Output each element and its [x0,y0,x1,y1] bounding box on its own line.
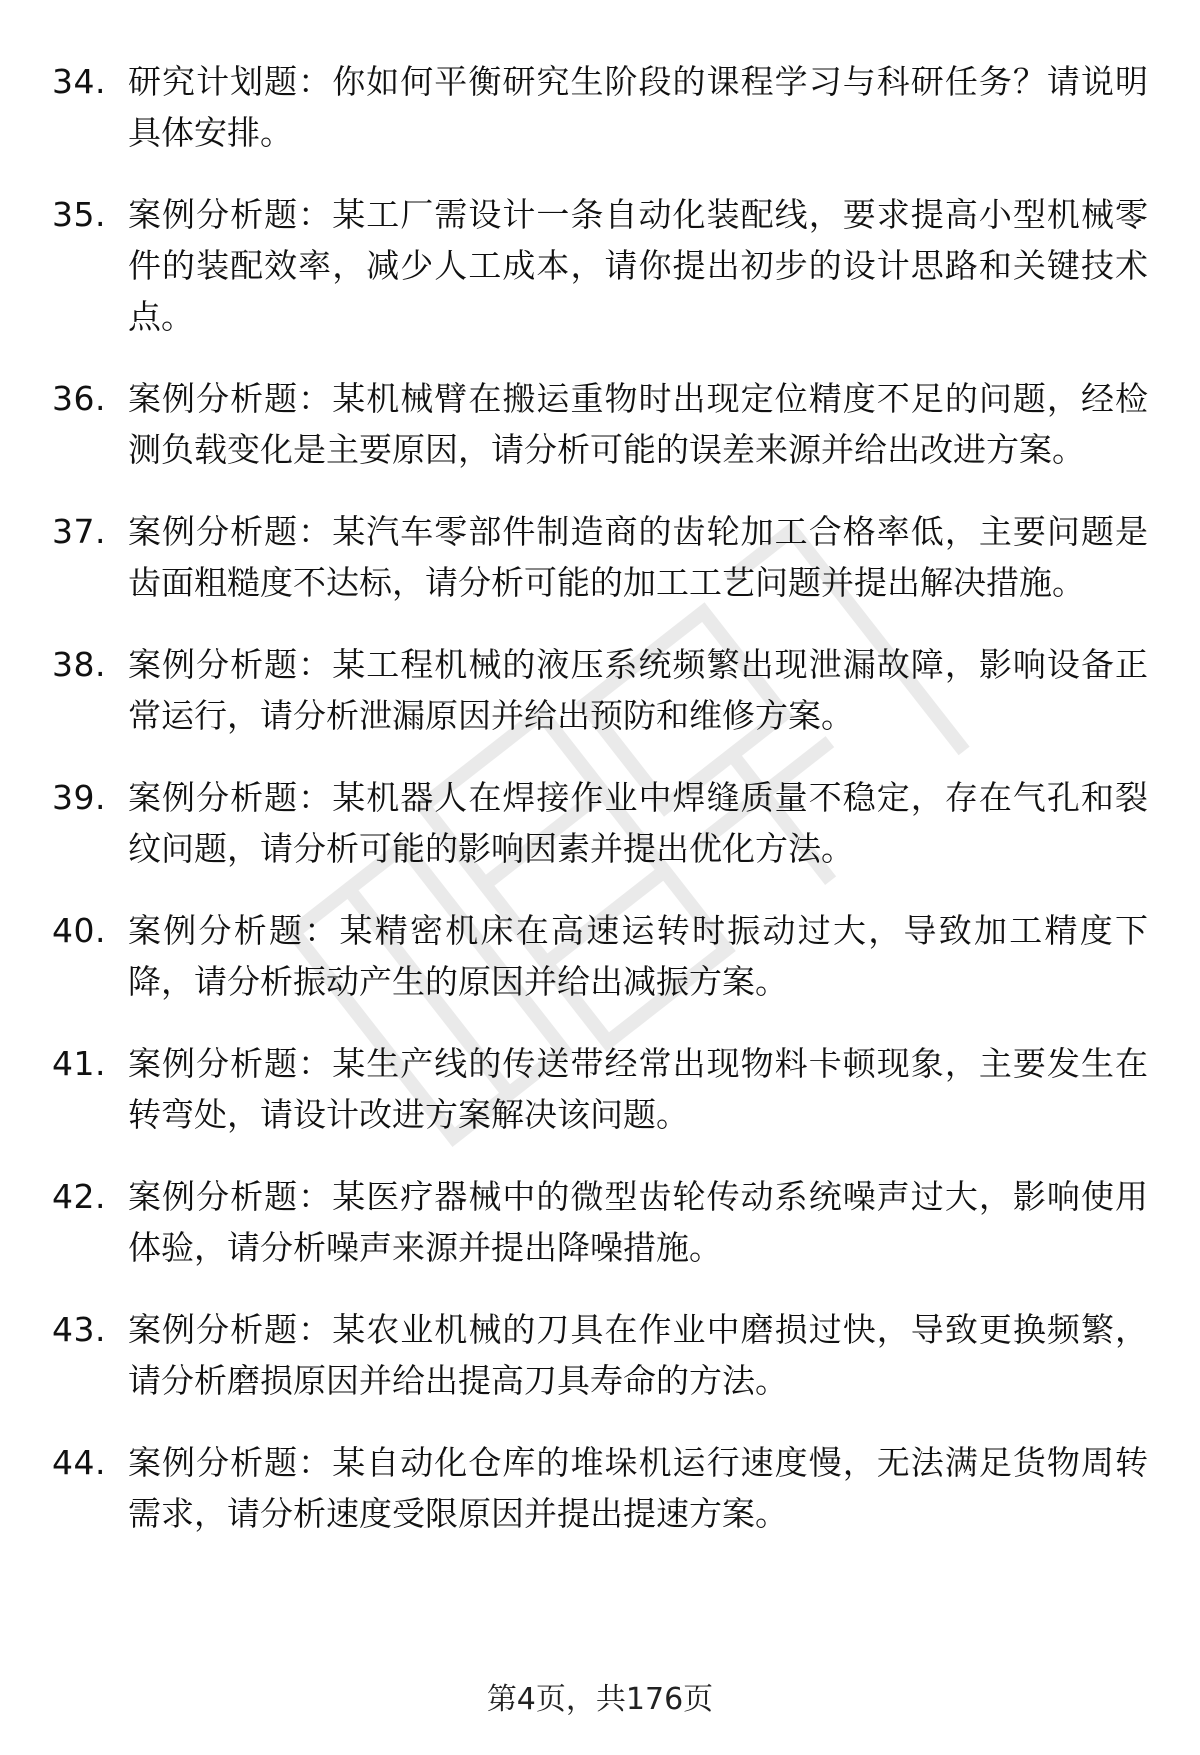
question-number: 36. [52,379,106,418]
question-item [52,189,1148,342]
question-text: 案例分析题：某机械臂在搬运重物时出现定位精度不足的问题，经检测负载变化是主要原因，请分析可能的误差来源并给出改进方案。 [128,379,1148,469]
question-number: 37. [52,512,106,551]
question-number: 38. [52,645,106,684]
question-item [52,905,1148,1007]
question-text: 案例分析题：某自动化仓库的堆垛机运行速度慢，无法满足货物周转需求，请分析速度受限原因并提出提速方案。 [128,1443,1148,1533]
question-number: 41. [52,1044,106,1083]
question-item [52,639,1148,741]
question-text: 案例分析题：某机器人在焊接作业中焊缝质量不稳定，存在气孔和裂纹问题，请分析可能的影响因素并提出优化方法。 [128,778,1148,868]
page-footer [0,1680,1200,1720]
question-text: 案例分析题：某生产线的传送带经常出现物料卡顿现象，主要发生在转弯处，请设计改进方案解决该问题。 [128,1044,1148,1134]
question-text: 案例分析题：某工厂需设计一条自动化装配线，要求提高小型机械零件的装配效率，减少人工成本，请你提出初步的设计思路和关键技术点。 [128,195,1148,336]
page-number-label: 第4页，共176页 [486,1682,714,1717]
question-text: 案例分析题：某医疗器械中的微型齿轮传动系统噪声过大，影响使用体验，请分析噪声来源并提出降噪措施。 [128,1177,1148,1267]
question-number: 35. [52,195,106,234]
question-item [52,56,1148,158]
question-number: 43. [52,1310,106,1349]
question-number: 42. [52,1177,106,1216]
question-item [52,1171,1148,1273]
question-text: 研究计划题：你如何平衡研究生阶段的课程学习与科研任务？请说明具体安排。 [128,62,1148,152]
question-list [52,56,1148,1570]
question-number: 39. [52,778,106,817]
question-number: 34. [52,62,106,101]
question-item [52,1304,1148,1406]
question-item [52,772,1148,874]
question-item [52,1038,1148,1140]
question-item [52,373,1148,475]
question-number: 44. [52,1443,106,1482]
question-text: 案例分析题：某精密机床在高速运转时振动过大，导致加工精度下降，请分析振动产生的原因并给出减振方案。 [128,911,1148,1001]
question-item [52,506,1148,608]
question-number: 40. [52,911,106,950]
question-text: 案例分析题：某汽车零部件制造商的齿轮加工合格率低，主要问题是齿面粗糙度不达标，请分析可能的加工工艺问题并提出解决措施。 [128,512,1148,602]
question-item [52,1437,1148,1539]
question-text: 案例分析题：某农业机械的刀具在作业中磨损过快，导致更换频繁，请分析磨损原因并给出提高刀具寿命的方法。 [128,1310,1148,1400]
question-text: 案例分析题：某工程机械的液压系统频繁出现泄漏故障，影响设备正常运行，请分析泄漏原因并给出预防和维修方案。 [128,645,1148,735]
